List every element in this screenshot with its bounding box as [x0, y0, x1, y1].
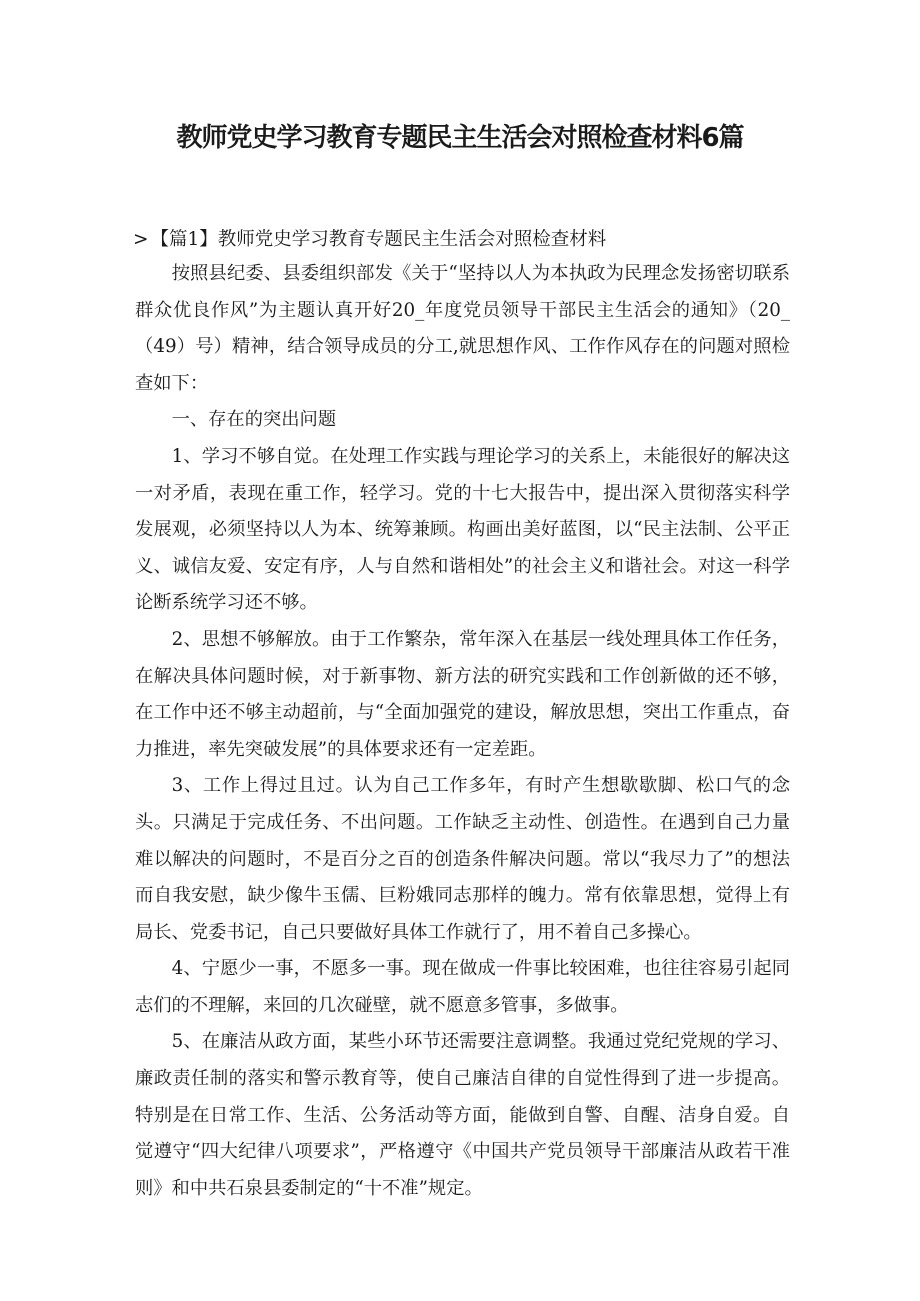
- document-body: [135, 256, 790, 1207]
- section-heading-text: 【篇1】教师党史学习教育专题民主生活会对照检查材料: [150, 229, 607, 250]
- paragraph-intro: 按照县纪委、县委组织部发《关于“坚持以人为本执政为民理念发扬密切联系群众优良作风”为主题认真开好20_年度党员领导干部民主生活会的通知》（20_（49）号）精神，结合领导成员的分工,就思想作风、工作作风存在的问题对照检查如下：: [135, 263, 790, 394]
- arrow-marker-icon: >: [133, 229, 149, 250]
- paragraph-item-1: 1、学习不够自觉。在处理工作实践与理论学习的关系上，未能很好的解决这一对矛盾，表现在重工作，轻学习。党的十七大报告中，提出深入贯彻落实科学发展观，必须坚持以人为本、统筹兼顾。构画出美好蓝图，以“民主法制、公平正义、诚信友爱、安定有序，人与自然和谐相处”的社会主义和谐社会。对这一科学论断系统学习还不够。: [135, 445, 790, 614]
- paragraph-item-3: 3、工作上得过且过。认为自己工作多年，有时产生想歇歇脚、松口气的念头。只满足于完成任务、不出问题。工作缺乏主动性、创造性。在遇到自己力量难以解决的问题时，不是百分之百的创造条件解决问题。常以“我尽力了”的想法而自我安慰，缺少像牛玉儒、巨粉娥同志那样的魄力。常有依靠思想，觉得上有局长、党委书记，自己只要做好具体工作就行了，用不着自己多操心。: [135, 775, 790, 943]
- section-heading: [133, 226, 833, 254]
- paragraph-item-2: 2、思想不够解放。由于工作繁杂，常年深入在基层一线处理具体工作任务，在解决具体问题时候，对于新事物、新方法的研究实践和工作创新做的还不够，在工作中还不够主动超前，与“全面加强党的建设，解放思想，突出工作重点，奋力推进，率先突破发展”的具体要求还有一定差距。: [135, 628, 790, 760]
- paragraph-item-5: 5、在廉洁从政方面，某些小环节还需要注意调整。我通过党纪党规的学习、廉政责任制的落实和警示教育等，使自己廉洁自律的自觉性得到了进一步提高。特别是在日常工作、生活、公务活动等方面，能做到自警、自醒、洁身自爱。自觉遵守“四大纪律八项要求”，严格遵守《中国共产党员领导干部廉洁从政若干准则》和中共石泉县委制定的“十不准”规定。: [135, 1031, 790, 1199]
- paragraph-item-4: 4、宁愿少一事，不愿多一事。现在做成一件事比较困难，也往往容易引起同志们的不理解，来回的几次碰壁，就不愿意多管事，多做事。: [135, 958, 790, 1016]
- document-title: 教师党史学习教育专题民主生活会对照检查材料6篇: [176, 123, 744, 153]
- paragraph-subheading: 一、存在的突出问题: [171, 409, 337, 431]
